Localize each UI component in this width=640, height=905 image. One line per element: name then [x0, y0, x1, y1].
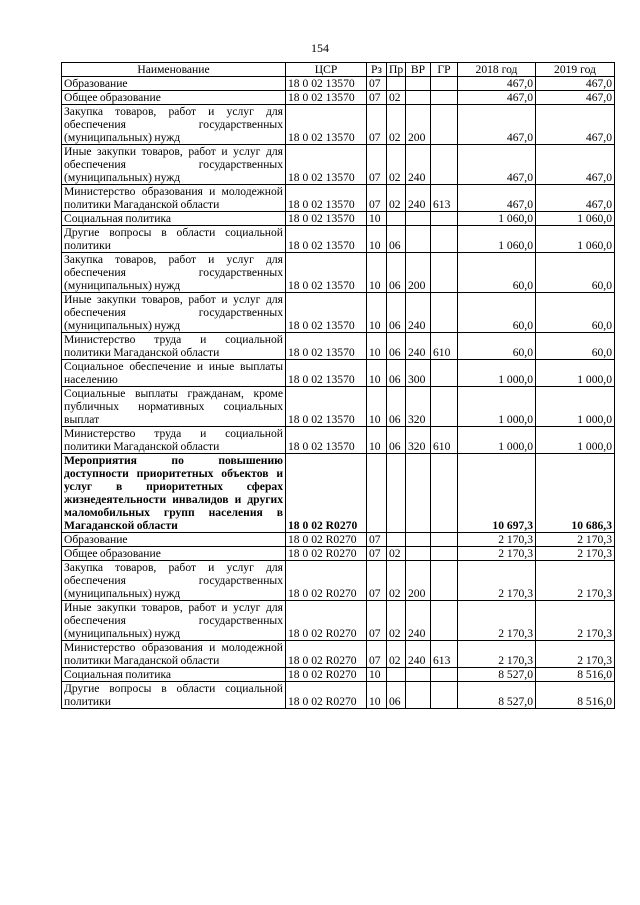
- cell-csr: 18 0 02 13570: [286, 226, 367, 253]
- cell-2018: 467,0: [458, 77, 536, 91]
- cell-rz: 07: [367, 561, 387, 601]
- cell-2018: 467,0: [458, 185, 536, 212]
- table-row: [62, 533, 615, 547]
- table-row: [62, 547, 615, 561]
- header-2019: 2019 год: [536, 63, 615, 77]
- cell-vr: 240: [406, 601, 431, 641]
- cell-gr: [431, 253, 458, 293]
- cell-gr: [431, 561, 458, 601]
- cell-gr: 610: [431, 333, 458, 360]
- cell-2018: 2 170,3: [458, 547, 536, 561]
- header-vr: ВР: [406, 63, 431, 77]
- cell-gr: 613: [431, 185, 458, 212]
- cell-pr: [387, 77, 406, 91]
- cell-name: Общее образование: [62, 547, 286, 561]
- cell-csr: 18 0 02 13570: [286, 293, 367, 333]
- cell-2019: 60,0: [536, 253, 615, 293]
- table-row: [62, 333, 615, 360]
- cell-rz: 10: [367, 293, 387, 333]
- cell-csr: 18 0 02 13570: [286, 253, 367, 293]
- cell-vr: [406, 91, 431, 105]
- cell-vr: [406, 77, 431, 91]
- cell-vr: 240: [406, 333, 431, 360]
- cell-csr: 18 0 02 13570: [286, 77, 367, 91]
- cell-name: Социальное обеспечение и иные выплаты населению: [62, 360, 286, 387]
- cell-pr: 06: [387, 682, 406, 709]
- header-name: Наименование: [62, 63, 286, 77]
- cell-vr: 200: [406, 561, 431, 601]
- cell-2019: 2 170,3: [536, 533, 615, 547]
- cell-name: Другие вопросы в области социальной политики: [62, 682, 286, 709]
- cell-rz: 10: [367, 682, 387, 709]
- cell-pr: 02: [387, 641, 406, 668]
- cell-gr: [431, 454, 458, 533]
- cell-vr: 240: [406, 641, 431, 668]
- cell-vr: 300: [406, 360, 431, 387]
- table-row: [62, 226, 615, 253]
- cell-name: Социальная политика: [62, 668, 286, 682]
- cell-gr: [431, 293, 458, 333]
- cell-csr: 18 0 02 13570: [286, 360, 367, 387]
- cell-name: Закупка товаров, работ и услуг для обеспечения государственных (муниципальных) нужд: [62, 253, 286, 293]
- cell-2018: 467,0: [458, 91, 536, 105]
- cell-vr: 200: [406, 105, 431, 145]
- cell-vr: 320: [406, 387, 431, 427]
- header-pr: Пр: [387, 63, 406, 77]
- cell-rz: 10: [367, 387, 387, 427]
- cell-2018: 2 170,3: [458, 601, 536, 641]
- cell-2019: 1 060,0: [536, 226, 615, 253]
- cell-name: Министерство труда и социальной политики Магаданской области: [62, 333, 286, 360]
- cell-csr: 18 0 02 13570: [286, 387, 367, 427]
- cell-2019: 60,0: [536, 333, 615, 360]
- cell-gr: [431, 533, 458, 547]
- cell-rz: 10: [367, 333, 387, 360]
- cell-name: Иные закупки товаров, работ и услуг для обеспечения государственных (муниципальных) нужд: [62, 145, 286, 185]
- cell-pr: 06: [387, 226, 406, 253]
- cell-vr: [406, 226, 431, 253]
- cell-csr: 18 0 02 R0270: [286, 547, 367, 561]
- cell-2018: 1 060,0: [458, 226, 536, 253]
- cell-csr: 18 0 02 13570: [286, 212, 367, 226]
- cell-name: Министерство образования и молодежной политики Магаданской области: [62, 641, 286, 668]
- cell-rz: 10: [367, 360, 387, 387]
- table-row: [62, 561, 615, 601]
- cell-csr: 18 0 02 R0270: [286, 641, 367, 668]
- cell-pr: 06: [387, 293, 406, 333]
- cell-name: Социальная политика: [62, 212, 286, 226]
- cell-csr: 18 0 02 13570: [286, 333, 367, 360]
- cell-2019: 467,0: [536, 91, 615, 105]
- table-row: [62, 454, 615, 533]
- cell-2018: 10 697,3: [458, 454, 536, 533]
- cell-rz: [367, 454, 387, 533]
- cell-2019: 1 060,0: [536, 212, 615, 226]
- cell-2019: 8 516,0: [536, 682, 615, 709]
- cell-gr: [431, 360, 458, 387]
- cell-2018: 60,0: [458, 293, 536, 333]
- cell-csr: 18 0 02 R0270: [286, 454, 367, 533]
- cell-csr: 18 0 02 13570: [286, 105, 367, 145]
- cell-2018: 467,0: [458, 105, 536, 145]
- table-row: [62, 145, 615, 185]
- cell-rz: 07: [367, 77, 387, 91]
- cell-2019: 60,0: [536, 293, 615, 333]
- cell-name: Министерство труда и социальной политики Магаданской области: [62, 427, 286, 454]
- cell-rz: 07: [367, 533, 387, 547]
- cell-vr: [406, 454, 431, 533]
- cell-name: Иные закупки товаров, работ и услуг для обеспечения государственных (муниципальных) нужд: [62, 293, 286, 333]
- cell-gr: [431, 668, 458, 682]
- table-row: [62, 212, 615, 226]
- cell-2019: 2 170,3: [536, 547, 615, 561]
- cell-gr: [431, 105, 458, 145]
- cell-name: Социальные выплаты гражданам, кроме публичных нормативных социальных выплат: [62, 387, 286, 427]
- cell-csr: 18 0 02 R0270: [286, 682, 367, 709]
- cell-csr: 18 0 02 R0270: [286, 533, 367, 547]
- cell-pr: 02: [387, 145, 406, 185]
- cell-gr: [431, 387, 458, 427]
- cell-2018: 467,0: [458, 145, 536, 185]
- cell-csr: 18 0 02 13570: [286, 145, 367, 185]
- cell-name: Другие вопросы в области социальной политики: [62, 226, 286, 253]
- cell-gr: [431, 212, 458, 226]
- table-row: [62, 77, 615, 91]
- table-row: [62, 641, 615, 668]
- cell-2018: 1 000,0: [458, 360, 536, 387]
- cell-pr: [387, 212, 406, 226]
- cell-2018: 8 527,0: [458, 668, 536, 682]
- table-header-row: [62, 63, 615, 77]
- cell-vr: 200: [406, 253, 431, 293]
- cell-vr: [406, 682, 431, 709]
- cell-2018: 2 170,3: [458, 533, 536, 547]
- table-row: [62, 682, 615, 709]
- header-csr: ЦСР: [286, 63, 367, 77]
- cell-csr: 18 0 02 13570: [286, 185, 367, 212]
- cell-pr: 06: [387, 387, 406, 427]
- cell-2019: 2 170,3: [536, 641, 615, 668]
- cell-gr: [431, 547, 458, 561]
- cell-rz: 07: [367, 641, 387, 668]
- table-row: [62, 668, 615, 682]
- cell-2018: 2 170,3: [458, 641, 536, 668]
- cell-rz: 10: [367, 212, 387, 226]
- cell-name: Закупка товаров, работ и услуг для обеспечения государственных (муниципальных) нужд: [62, 561, 286, 601]
- header-2018: 2018 год: [458, 63, 536, 77]
- table-row: [62, 185, 615, 212]
- cell-2019: 2 170,3: [536, 561, 615, 601]
- cell-gr: [431, 601, 458, 641]
- cell-2018: 1 000,0: [458, 427, 536, 454]
- cell-rz: 07: [367, 547, 387, 561]
- cell-pr: 06: [387, 253, 406, 293]
- cell-pr: 02: [387, 547, 406, 561]
- header-gr: ГР: [431, 63, 458, 77]
- cell-pr: [387, 668, 406, 682]
- cell-2019: 2 170,3: [536, 601, 615, 641]
- cell-name: Мероприятия по повышению доступности приоритетных объектов и услуг в приоритетных сферах жизнедеятельности инвалидов и других маломобильных групп населения в Магаданской области: [62, 454, 286, 533]
- table-row: [62, 91, 615, 105]
- cell-rz: 07: [367, 185, 387, 212]
- cell-2018: 1 000,0: [458, 387, 536, 427]
- cell-pr: 02: [387, 105, 406, 145]
- cell-name: Министерство образования и молодежной политики Магаданской области: [62, 185, 286, 212]
- cell-pr: 02: [387, 601, 406, 641]
- table-row: [62, 293, 615, 333]
- cell-rz: 07: [367, 105, 387, 145]
- cell-name: Образование: [62, 533, 286, 547]
- cell-2019: 1 000,0: [536, 360, 615, 387]
- cell-2018: 8 527,0: [458, 682, 536, 709]
- cell-vr: 240: [406, 145, 431, 185]
- cell-vr: [406, 547, 431, 561]
- cell-csr: 18 0 02 13570: [286, 427, 367, 454]
- cell-gr: 610: [431, 427, 458, 454]
- cell-2019: 467,0: [536, 77, 615, 91]
- cell-rz: 07: [367, 145, 387, 185]
- cell-gr: [431, 226, 458, 253]
- cell-rz: 10: [367, 253, 387, 293]
- cell-name: Иные закупки товаров, работ и услуг для обеспечения государственных (муниципальных) нужд: [62, 601, 286, 641]
- cell-gr: [431, 77, 458, 91]
- cell-2019: 1 000,0: [536, 427, 615, 454]
- cell-rz: 10: [367, 226, 387, 253]
- table-row: [62, 427, 615, 454]
- cell-gr: 613: [431, 641, 458, 668]
- cell-pr: [387, 533, 406, 547]
- table-row: [62, 253, 615, 293]
- cell-pr: [387, 454, 406, 533]
- cell-2019: 467,0: [536, 145, 615, 185]
- cell-csr: 18 0 02 13570: [286, 91, 367, 105]
- cell-vr: 320: [406, 427, 431, 454]
- cell-csr: 18 0 02 R0270: [286, 668, 367, 682]
- cell-2018: 60,0: [458, 253, 536, 293]
- table-body: [62, 77, 615, 709]
- page-number: 154: [311, 41, 329, 55]
- cell-pr: 02: [387, 185, 406, 212]
- cell-vr: 240: [406, 185, 431, 212]
- cell-vr: [406, 668, 431, 682]
- cell-pr: 06: [387, 333, 406, 360]
- table-row: [62, 601, 615, 641]
- cell-vr: 240: [406, 293, 431, 333]
- cell-2019: 1 000,0: [536, 387, 615, 427]
- table-row: [62, 105, 615, 145]
- table-row: [62, 360, 615, 387]
- cell-name: Образование: [62, 77, 286, 91]
- cell-name: Закупка товаров, работ и услуг для обеспечения государственных (муниципальных) нужд: [62, 105, 286, 145]
- cell-2018: 60,0: [458, 333, 536, 360]
- cell-2019: 8 516,0: [536, 668, 615, 682]
- cell-vr: [406, 212, 431, 226]
- cell-gr: [431, 682, 458, 709]
- cell-2018: 2 170,3: [458, 561, 536, 601]
- cell-pr: 06: [387, 427, 406, 454]
- cell-csr: 18 0 02 R0270: [286, 561, 367, 601]
- cell-2019: 467,0: [536, 105, 615, 145]
- cell-2019: 10 686,3: [536, 454, 615, 533]
- cell-gr: [431, 145, 458, 185]
- cell-rz: 10: [367, 668, 387, 682]
- cell-name: Общее образование: [62, 91, 286, 105]
- header-rz: Рз: [367, 63, 387, 77]
- cell-rz: 07: [367, 601, 387, 641]
- cell-rz: 10: [367, 427, 387, 454]
- cell-vr: [406, 533, 431, 547]
- budget-table: [61, 62, 615, 709]
- cell-rz: 07: [367, 91, 387, 105]
- cell-2018: 1 060,0: [458, 212, 536, 226]
- cell-pr: 02: [387, 91, 406, 105]
- table-row: [62, 387, 615, 427]
- cell-pr: 02: [387, 561, 406, 601]
- cell-csr: 18 0 02 R0270: [286, 601, 367, 641]
- cell-2019: 467,0: [536, 185, 615, 212]
- cell-gr: [431, 91, 458, 105]
- cell-pr: 06: [387, 360, 406, 387]
